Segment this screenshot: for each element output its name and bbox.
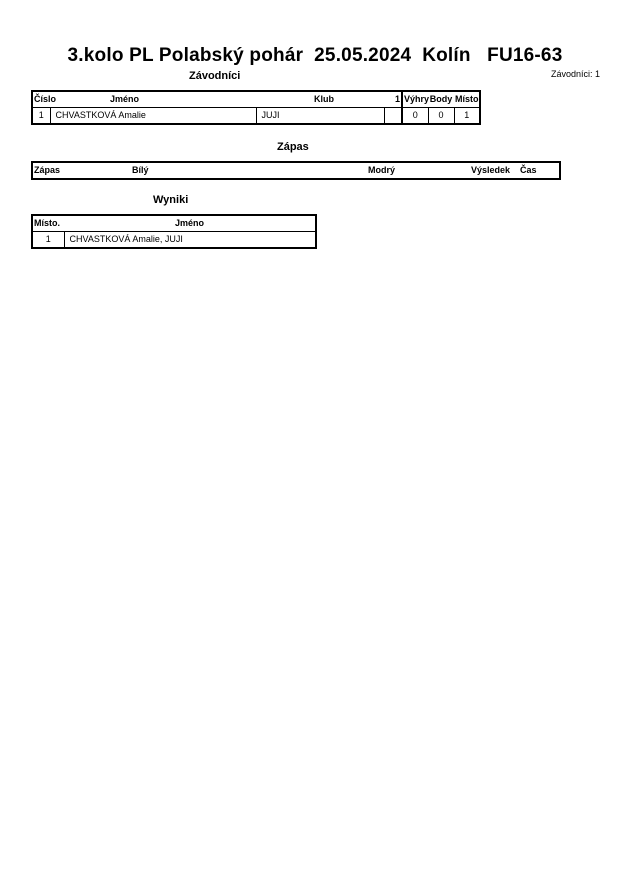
col-wins: Výhry	[402, 91, 428, 108]
col-match: Zápas	[34, 165, 61, 175]
col-place: Místo.	[454, 91, 480, 108]
matches-section-title: Zápas	[277, 141, 309, 153]
page-title: 3.kolo PL Polabský pohár 25.05.2024 Kolín FU16-63	[67, 45, 563, 66]
competitors-table	[31, 90, 481, 125]
matches-header-row	[32, 162, 560, 179]
competitor-number: 1	[32, 108, 50, 125]
competitor-wins: 0	[402, 108, 428, 125]
col-blue: Modrý	[368, 165, 395, 175]
results-table	[31, 214, 317, 249]
result-place: 1	[32, 232, 64, 249]
results-section-title: Wyniki	[153, 194, 189, 206]
results-header-row	[32, 215, 316, 232]
competitor-round-1	[384, 108, 402, 125]
table-row	[32, 232, 316, 249]
col-result: Výsledek	[470, 165, 510, 175]
competitors-header-row	[32, 91, 480, 108]
matches-table	[31, 161, 561, 180]
col-result-place: Místo.	[32, 215, 64, 232]
competitor-place: 1	[454, 108, 480, 125]
col-white: Bílý	[132, 165, 149, 175]
col-round: 1	[384, 91, 402, 108]
competitor-count: Závodníci: 1	[550, 69, 600, 79]
col-time: Čas	[520, 165, 537, 175]
table-row	[32, 108, 480, 125]
col-result-name: Jméno	[64, 215, 316, 232]
competitor-name: CHVASTKOVÁ Amalie	[50, 108, 256, 125]
col-name: Jméno	[50, 91, 256, 108]
result-name: CHVASTKOVÁ Amalie, JUJI	[64, 232, 316, 249]
competitor-points: 0	[428, 108, 454, 125]
col-points: Body	[428, 91, 454, 108]
col-number: Číslo	[32, 91, 50, 108]
col-club: Klub	[256, 91, 384, 108]
competitors-section-title: Závodníci	[189, 70, 241, 82]
competitor-club: JUJI	[256, 108, 384, 125]
